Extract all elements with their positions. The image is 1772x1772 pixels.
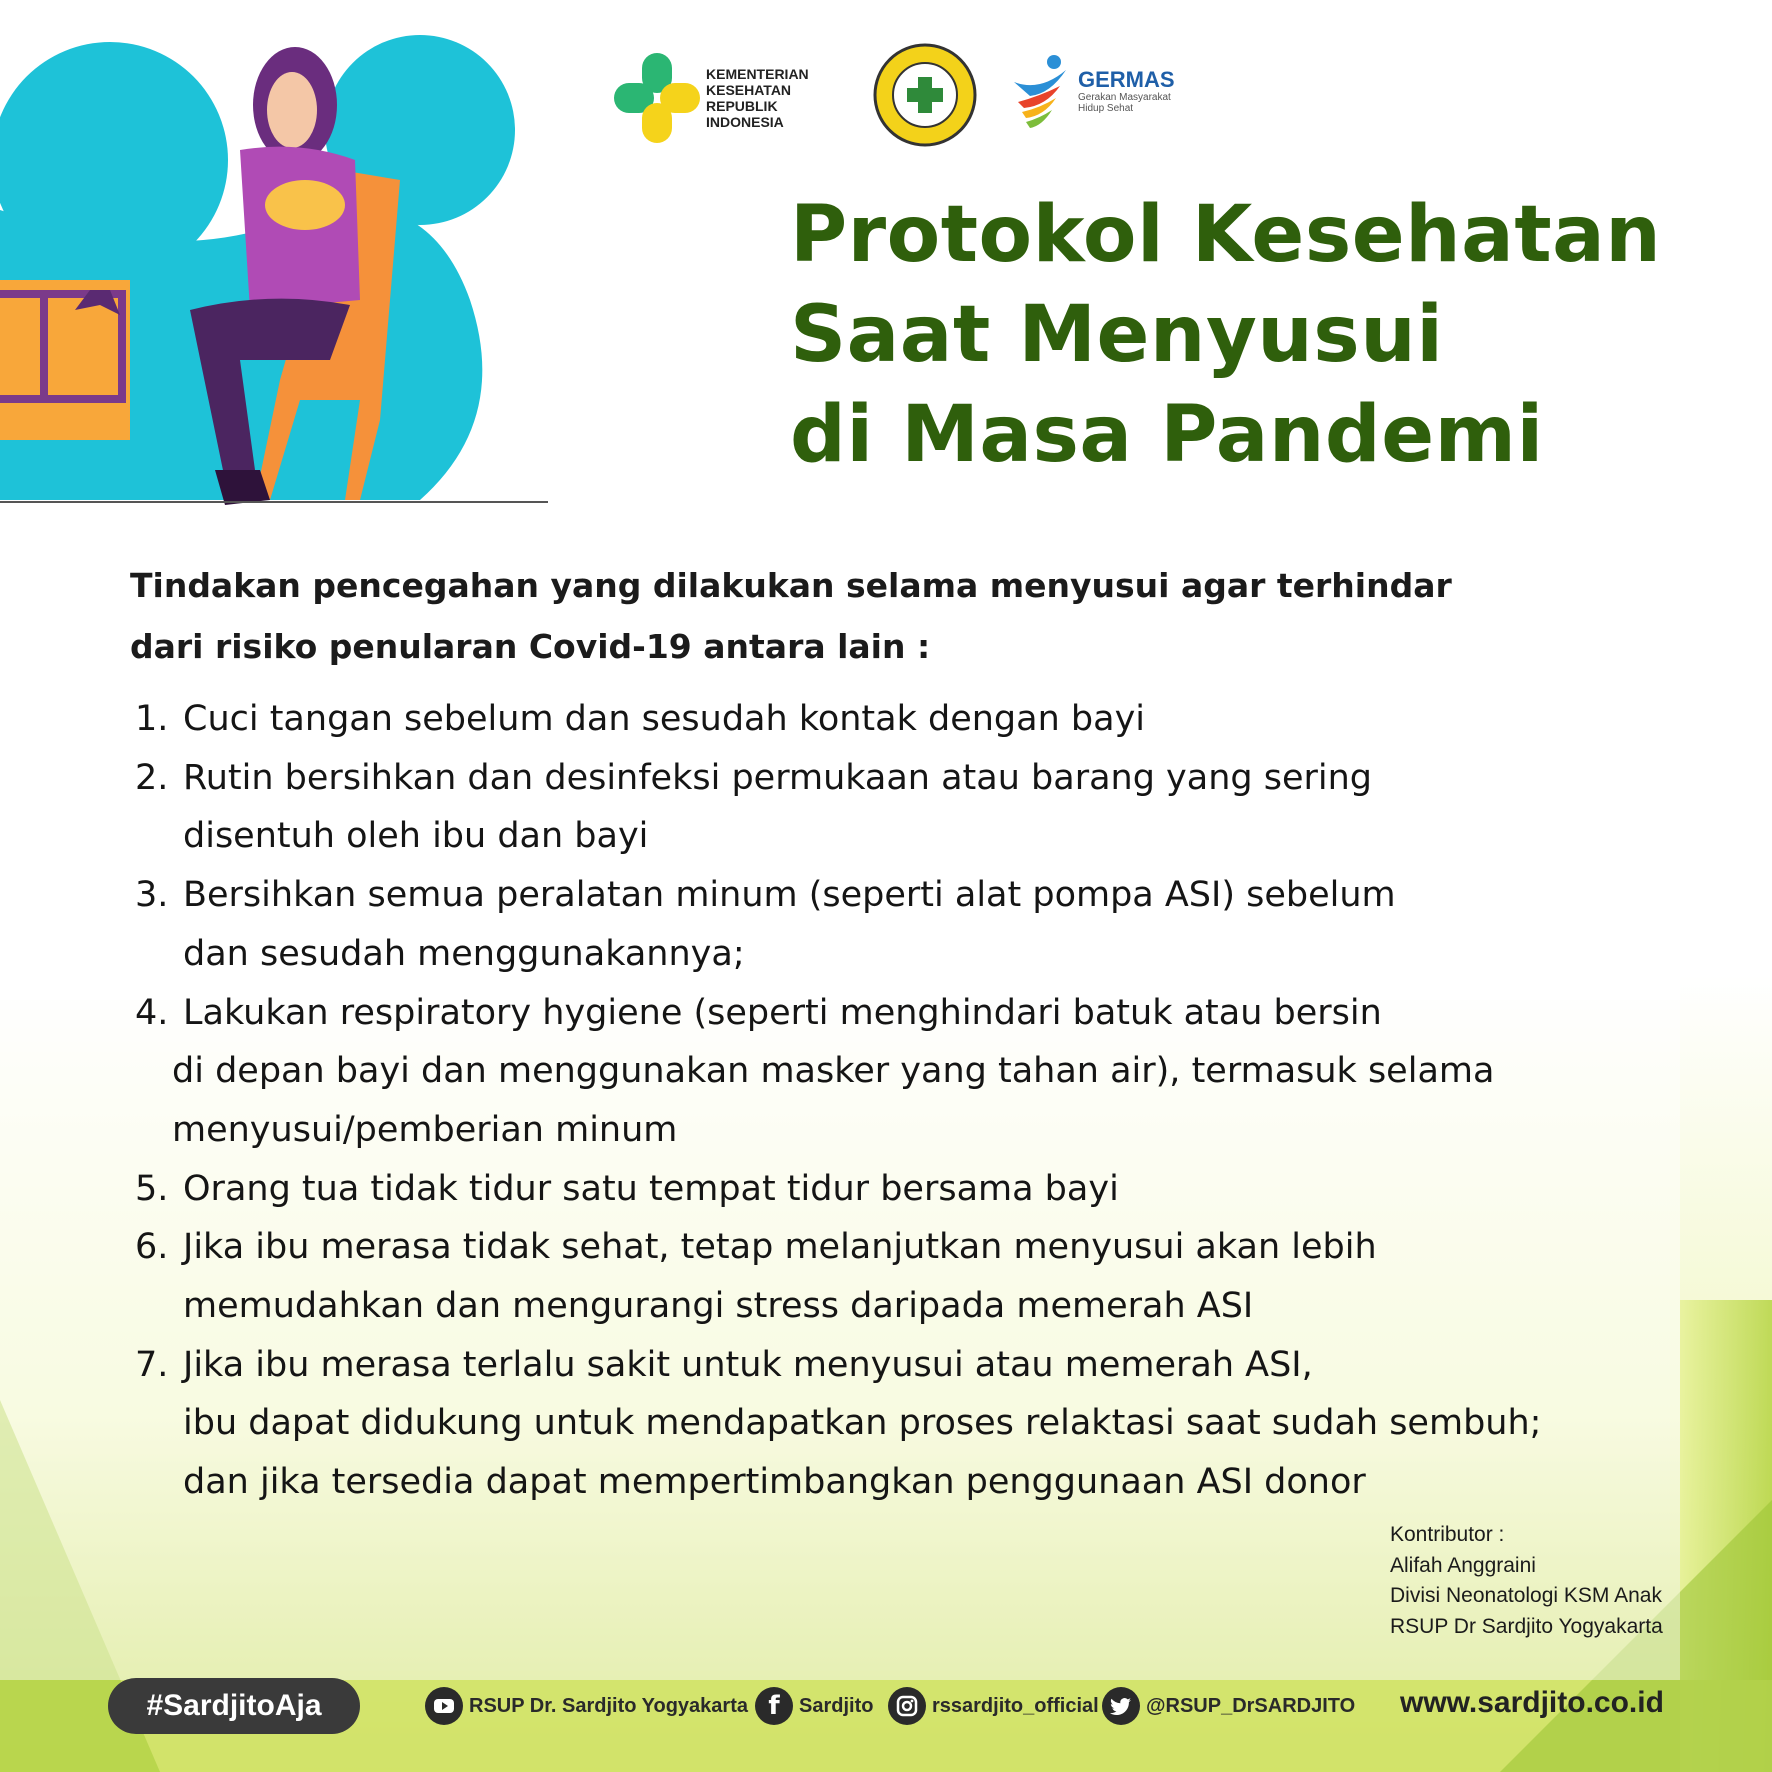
- youtube-icon: [425, 1687, 463, 1725]
- instagram-label: rssardjito_official: [932, 1694, 1099, 1717]
- title-line: Saat Menyusui: [790, 290, 1444, 380]
- contributor-name: Alifah Anggraini: [1390, 1553, 1536, 1577]
- germas-name: GERMAS: [1078, 67, 1175, 92]
- germas-logo: [1010, 52, 1175, 130]
- list-item-text: dan jika tersedia dapat mempertimbangkan penggunaan ASI donor: [183, 1462, 1366, 1503]
- list-number: 4.: [135, 992, 169, 1033]
- list-item-text: menyusui/pemberian minum: [172, 1109, 678, 1150]
- list-number: 1.: [135, 699, 169, 739]
- contributor-hospital: RSUP Dr Sardjito Yogyakarta: [1390, 1614, 1663, 1638]
- kemenkes-line: INDONESIA: [706, 114, 784, 130]
- list-number: 2.: [135, 757, 169, 798]
- germas-tagline: Gerakan Masyarakat: [1078, 92, 1171, 103]
- list-item: [135, 1336, 1541, 1512]
- page-title: [790, 185, 1661, 485]
- twitter-label: @RSUP_DrSARDJITO: [1146, 1694, 1356, 1717]
- prevention-list: [135, 690, 1541, 1512]
- list-item: [135, 690, 1541, 749]
- kemenkes-logo: [612, 48, 809, 148]
- title-line: di Masa Pandemi: [790, 390, 1544, 480]
- breastfeeding-illustration: [0, 0, 560, 510]
- list-item-text: Orang tua tidak tidur satu tempat tidur bersama bayi: [183, 1168, 1119, 1209]
- list-item: [135, 866, 1541, 983]
- germas-tagline: Hidup Sehat: [1078, 103, 1134, 114]
- list-item-text: dan sesudah menggunakannya;: [183, 933, 745, 974]
- instagram-link[interactable]: [888, 1685, 1099, 1727]
- list-item-text: Rutin bersihkan dan desinfeksi permukaan atau barang yang sering: [183, 757, 1373, 798]
- list-number: 3.: [135, 875, 169, 916]
- list-item-text: di depan bayi dan menggunakan masker yang tahan air), termasuk selama: [172, 1051, 1495, 1092]
- list-item: [135, 1218, 1541, 1335]
- youtube-label: RSUP Dr. Sardjito Yogyakarta: [469, 1694, 748, 1717]
- list-item-text: Lakukan respiratory hygiene (seperti menghindari batuk atau bersin: [183, 992, 1382, 1033]
- facebook-link[interactable]: [755, 1685, 873, 1727]
- title-line: Protokol Kesehatan: [790, 190, 1662, 280]
- intro-line: dari risiko penularan Covid-19 antara lain :: [130, 627, 931, 666]
- list-item: [135, 1160, 1541, 1219]
- list-item-text: disentuh oleh ibu dan bayi: [183, 816, 649, 857]
- list-item: [135, 984, 1541, 1160]
- germas-figure-icon: [1010, 52, 1074, 130]
- list-item-text: memudahkan dan mengurangi stress daripada memerah ASI: [183, 1286, 1254, 1327]
- facebook-icon: f: [755, 1687, 793, 1725]
- list-item: [135, 749, 1541, 866]
- contributor-heading: Kontributor :: [1390, 1523, 1505, 1546]
- twitter-link[interactable]: [1102, 1685, 1355, 1727]
- website-link[interactable]: www.sardjito.co.id: [1400, 1686, 1664, 1719]
- kemenkes-line: REPUBLIK: [706, 98, 778, 114]
- list-number: 6.: [135, 1227, 169, 1268]
- list-item-text: Jika ibu merasa terlalu sakit untuk menyusui atau memerah ASI,: [183, 1344, 1313, 1385]
- intro-line: Tindakan pencegahan yang dilakukan selama menyusui agar terhindar: [130, 566, 1452, 605]
- list-item-text: Jika ibu merasa tidak sehat, tetap melanjutkan menyusui akan lebih: [183, 1227, 1377, 1268]
- list-number: 5.: [135, 1168, 169, 1209]
- list-number: 7.: [135, 1344, 169, 1385]
- list-item-text: ibu dapat didukung untuk mendapatkan proses relaktasi saat sudah sembuh;: [183, 1403, 1542, 1444]
- kemenkes-line: KESEHATAN: [706, 82, 792, 98]
- instagram-icon: [888, 1687, 926, 1725]
- twitter-icon: [1102, 1687, 1140, 1725]
- kemenkes-emblem-icon: [612, 48, 702, 148]
- rsup-sardjito-seal-icon: [872, 42, 978, 148]
- kemenkes-line: KEMENTERIAN: [706, 66, 809, 82]
- list-item-text: Bersihkan semua peralatan minum (seperti alat pompa ASI) sebelum: [183, 875, 1396, 916]
- youtube-link[interactable]: [425, 1685, 748, 1727]
- contributor-division: Divisi Neonatologi KSM Anak: [1390, 1584, 1662, 1607]
- hashtag-badge: #SardjitoAja: [108, 1678, 360, 1734]
- list-item-text: Cuci tangan sebelum dan sesudah kontak dengan bayi: [183, 699, 1146, 739]
- contributor-block: [1390, 1520, 1663, 1642]
- facebook-label: Sardjito: [799, 1694, 874, 1717]
- intro-paragraph: [130, 555, 1610, 677]
